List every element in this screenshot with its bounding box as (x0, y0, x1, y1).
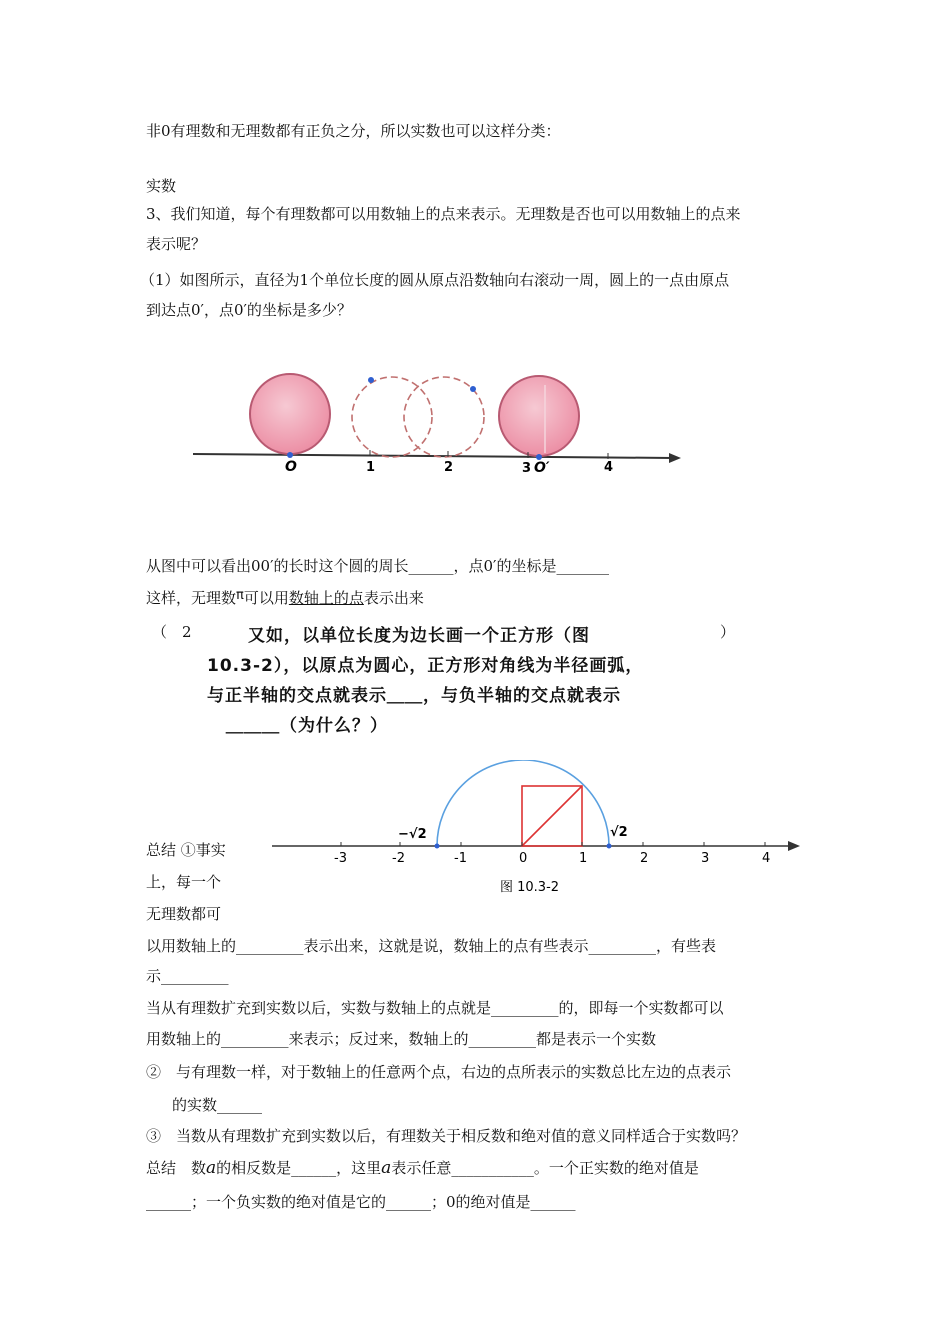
point-dot (435, 844, 440, 849)
textbook-line-4: ＿＿＿（为什么？） (226, 716, 388, 736)
axis-arrow-icon (788, 841, 800, 851)
underlined-text: 数轴上的点 (288, 589, 364, 607)
summary-line-11 (146, 1158, 806, 1178)
summary-line-4 (146, 936, 806, 956)
tick-label: 0 (519, 851, 528, 866)
text-group (146, 1158, 699, 1178)
real-number-label: 实数 (146, 177, 177, 195)
intro-line: 非0有理数和无理数都有正负之分，所以实数也可以这样分类： (146, 122, 561, 140)
number-axis (193, 454, 673, 458)
arc (437, 760, 609, 846)
tick-label: 4 (762, 851, 771, 866)
label-4: 4 (604, 460, 614, 475)
text: 表示出来 (363, 589, 424, 607)
text: ② 与有理数一样，对于数轴上的任意两个点，右边的点所表示的实数总比左边的点表示 (146, 1063, 732, 1081)
textbook-line-3: 与正半轴的交点就表示＿＿，与负半轴的交点就表示 (207, 686, 621, 706)
text: 的相反数是______，这里 (216, 1159, 382, 1177)
point-dot (368, 377, 374, 383)
tick-label: -3 (334, 851, 347, 866)
label-o-prime: O′ (534, 460, 550, 476)
summary-line-9: 的实数______ (172, 1096, 263, 1114)
tick-label: 3 (701, 851, 710, 866)
part-1-line-1 (140, 270, 806, 290)
rolling-circle-figure (185, 365, 695, 485)
text: 这样，无理数 (146, 589, 237, 607)
summary-line-3: 无理数都可 (146, 905, 222, 923)
question-3-line-1 (146, 204, 806, 224)
pi-line (146, 588, 424, 610)
variable-a: a (206, 1158, 217, 1178)
pos-sqrt2-label: √2 (610, 825, 628, 840)
variable-a: a (381, 1158, 392, 1178)
sqrt2-figure (268, 760, 808, 900)
question-3-line-2: 表示呢？ (146, 235, 207, 253)
tick-label: -2 (392, 851, 405, 866)
point-dot (287, 452, 293, 458)
text: ③ 当数从有理数扩充到实数以后，有理数关于相反数和绝对值的意义同样适合于实数吗？ (146, 1127, 747, 1145)
part-1-answer-line: 从图中可以看出00′的长时这个圆的周长______，点0′的坐标是_______ (146, 557, 609, 575)
start-circle (250, 374, 330, 454)
tick-label: 1 (579, 851, 588, 866)
text: 可以用 (243, 589, 289, 607)
label-2: 2 (444, 460, 454, 475)
label-origin: O (285, 459, 297, 475)
part-2-close: ） (720, 623, 736, 641)
summary-line-1: 总结 ①事实 (146, 841, 226, 859)
end-circle (499, 376, 579, 456)
label-1: 1 (366, 460, 376, 475)
point-dot (470, 386, 476, 392)
diagonal (522, 786, 582, 846)
text: 以用数轴上的_________表示出来，这就是说，数轴上的点有些表示_________，有些表 (146, 937, 717, 955)
tick-label: -1 (454, 851, 467, 866)
summary-line-5: 示_________ (146, 967, 229, 985)
text: 当从有理数扩充到实数以后，实数与数轴上的点就是_________的，即每一个实数都可以 (146, 999, 724, 1017)
point-dot (607, 844, 612, 849)
summary-line-2: 上，每一个 (146, 873, 222, 891)
axis-arrow-icon (669, 453, 681, 463)
text: 总结 数 (146, 1159, 207, 1177)
part-2-open: （ 2 (152, 623, 192, 641)
textbook-line-2: 10.3-2），以原点为圆心，正方形对角线为半径画弧， (207, 656, 644, 676)
text: 3、我们知道，每个有理数都可以用数轴上的点来表示。无理数是否也可以用数轴上的点来 (146, 205, 741, 223)
textbook-line-1: 又如，以单位长度为边长画一个正方形（图 (248, 626, 590, 646)
pi-symbol: π (236, 588, 244, 603)
figure-caption: 图 10.3-2 (500, 880, 560, 895)
summary-line-6 (146, 998, 806, 1018)
summary-line-10 (146, 1126, 806, 1146)
summary-line-12: ______；一个负实数的绝对值是它的______；0的绝对值是______ (146, 1193, 576, 1211)
text: （1）如图所示，直径为1个单位长度的圆从原点沿数轴向右滚动一周，圆上的一点由原点 (140, 271, 730, 289)
rolling-circle-dashed-1 (352, 377, 432, 457)
text: 表示任意___________。一个正实数的绝对值是 (391, 1159, 699, 1177)
summary-line-7: 用数轴上的_________来表示；反过来，数轴上的_________都是表示一个实数 (146, 1030, 657, 1048)
label-3: 3 (522, 461, 532, 476)
part-1-line-2: 到达点0′，点0′的坐标是多少？ (146, 301, 352, 319)
summary-line-8 (146, 1062, 806, 1082)
neg-sqrt2-label: −√2 (398, 827, 427, 842)
tick-label: 2 (640, 851, 649, 866)
